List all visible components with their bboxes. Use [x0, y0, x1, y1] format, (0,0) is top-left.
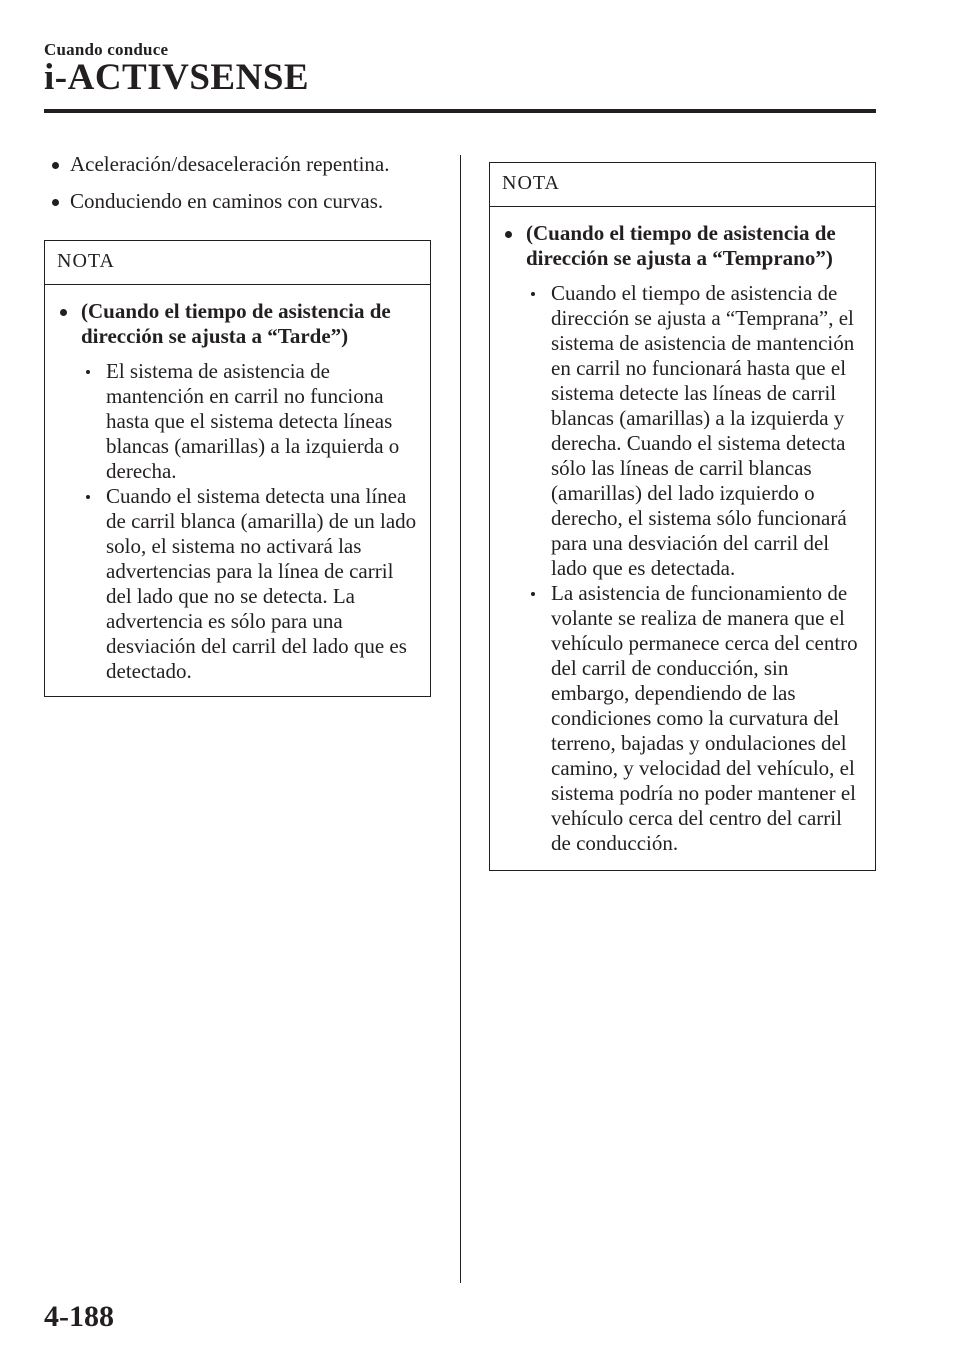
note-box: [489, 162, 876, 871]
list-item-text: Cuando el tiempo de asistencia de dirección se ajusta a “Temprana”, el sistema de asistencia de mantención en carril no funcionará hasta que el sistema detecte las líneas de carril blancas (amarillas) a la izquierda y derecha. Cuando el sistema detecta sólo las líneas de carril blancas (amarillas) del lado izquierdo o derecho, el sistema sólo funcionará para una desviación del carril del lado que es detectada.: [551, 281, 855, 580]
bullet-icon: [505, 231, 512, 238]
small-bullet-icon: [86, 370, 90, 374]
small-bullet-icon: [86, 495, 90, 499]
note-topic-text: (Cuando el tiempo de asistencia de dirección se ajusta a “Temprano”): [526, 221, 836, 270]
note-body: [490, 207, 875, 870]
list-item: [502, 581, 863, 856]
note-heading: NOTA: [45, 241, 430, 285]
list-item: [57, 359, 418, 484]
small-bullet-icon: [531, 292, 535, 296]
list-item: [57, 484, 418, 684]
note-sub-list: [502, 281, 863, 856]
list-item-text: El sistema de asistencia de mantención en carril no funciona hasta que el sistema detecta líneas blancas (amarillas) a la izquierda o derecha.: [106, 359, 400, 483]
bullet-icon: [52, 162, 59, 169]
list-item-text: Aceleración/desaceleración repentina.: [70, 152, 390, 176]
list-item: [44, 189, 431, 214]
section-label: Cuando conduce: [44, 40, 169, 59]
note-topic: [502, 221, 863, 271]
right-column: [489, 162, 876, 871]
list-item-text: Cuando el sistema detecta una línea de carril blanca (amarilla) de un lado solo, el sistema no activará las advertencias para la línea de carril del lado que no se detecta. La advertencia es sólo para una desviación del carril del lado que es detectado.: [106, 484, 417, 683]
note-sub-list: [57, 359, 418, 684]
list-item: [502, 281, 863, 581]
list-item-text: Conduciendo en caminos con curvas.: [70, 189, 384, 213]
column-divider: [460, 155, 461, 1283]
header-rule: [44, 109, 876, 113]
list-item-text: La asistencia de funcionamiento de volante se realiza de manera que el vehículo permanece cerca del centro del carril de conducción, sin embargo, dependiendo de las condiciones como la curvatura del terreno, bajadas y ondulaciones del camino, y velocidad del vehículo, el sistema podría no poder mantener el vehículo cerca del centro del carril de conducción.: [551, 581, 858, 855]
bullet-icon: [52, 199, 59, 206]
small-bullet-icon: [531, 592, 535, 596]
bullet-list: [44, 152, 431, 214]
note-topic: [57, 299, 418, 349]
list-item: [44, 152, 431, 177]
note-box: [44, 240, 431, 697]
chapter-title: i-ACTIVSENSE: [44, 57, 310, 98]
left-column: [44, 152, 431, 697]
page-number: 4-188: [44, 1300, 114, 1333]
note-topic-text: (Cuando el tiempo de asistencia de dirección se ajusta a “Tarde”): [81, 299, 391, 348]
note-heading: NOTA: [490, 163, 875, 207]
note-body: [45, 285, 430, 696]
bullet-icon: [60, 309, 67, 316]
